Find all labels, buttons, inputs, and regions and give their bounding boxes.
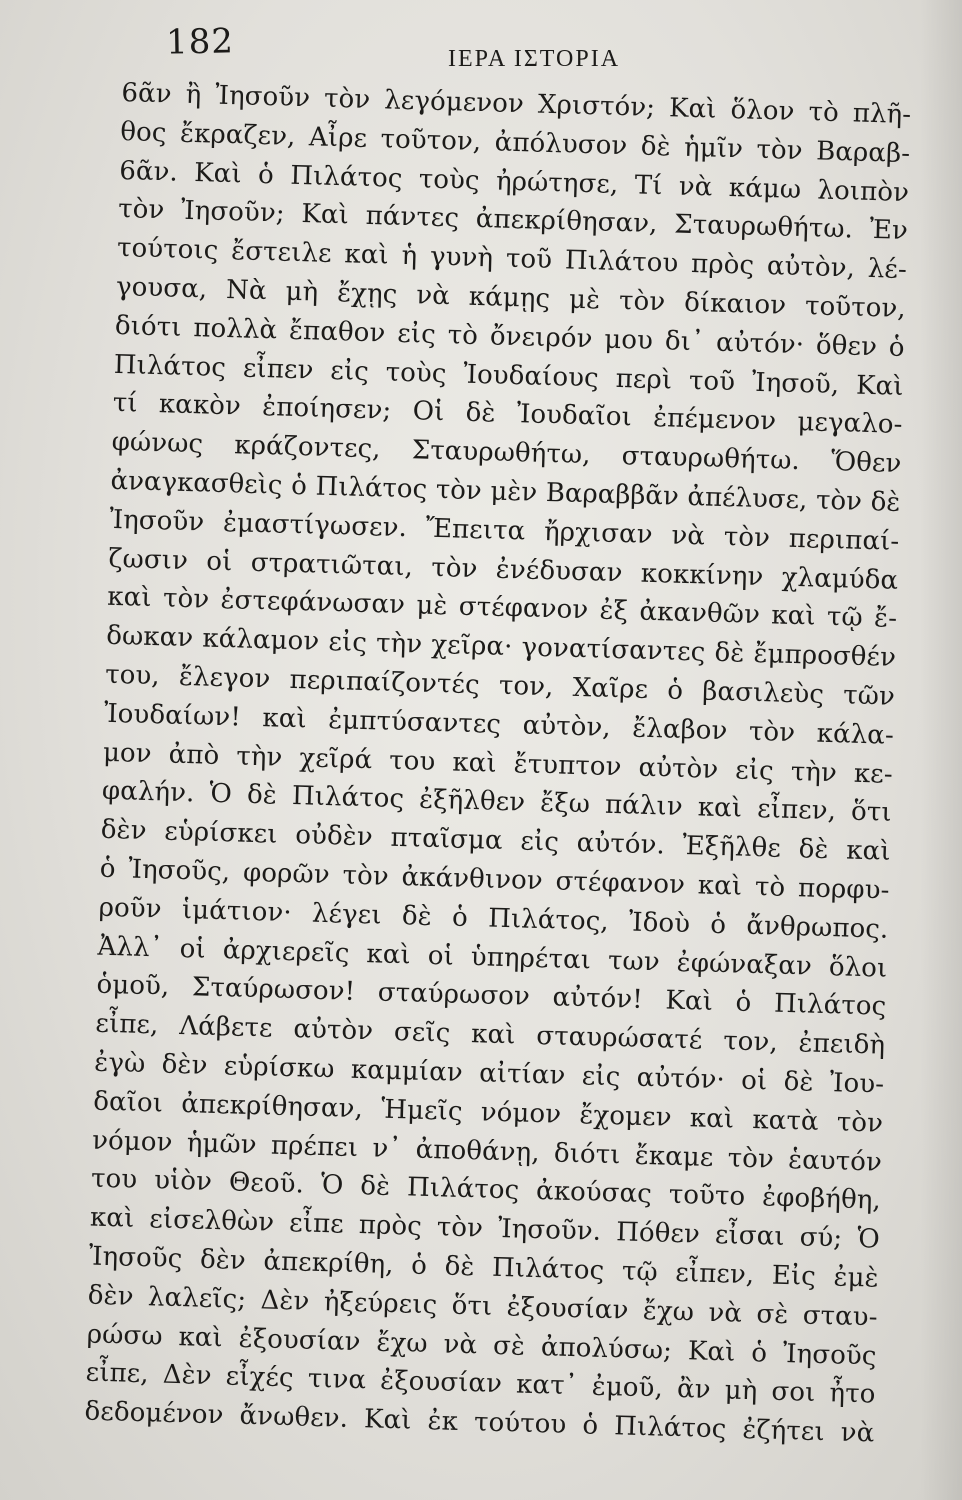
text-line: δαῖοι ἀπεκρίθησαν, Ἡμεῖς νόμον ἔχομεν καὶ κατὰ τὸν xyxy=(92,1086,884,1139)
text-line: Ἰησοῦς δὲν ἀπεκρίθη, ὁ δὲ Πιλάτος τῷ εἶπεν, Εἰς ἐμὲ xyxy=(88,1241,880,1294)
text-line: τί κακὸν ἐποίησεν; Οἱ δὲ Ἰουδαῖοι ἐπέμενον μεγαλο- xyxy=(112,388,903,441)
text-line: διότι πολλὰ ἔπαθον εἰς τὸ ὄνειρόν μου δι᾿ αὐτόν· ὅθεν ὁ xyxy=(114,310,906,363)
text-line: Πιλάτος εἶπεν εἰς τοὺς Ἰουδαίους περὶ τοῦ Ἰησοῦ, Καὶ xyxy=(113,349,904,402)
text-line: 6ᾶν. Καὶ ὁ Πιλάτος τοὺς ἠρώτησε, Τί νὰ κάμω λοιπὸν xyxy=(118,155,910,208)
text-line: νόμον ἡμῶν πρέπει ν᾿ ἀποθάνῃ, διότι ἔκαμε τὸν ἑαυτόν xyxy=(91,1125,883,1178)
text-line: φώνως κράζοντες, Σταυρωθήτω, σταυρωθήτω. Ὅθεν xyxy=(111,427,902,480)
page-edge-shadow xyxy=(920,0,962,1500)
text-line: τούτοις ἔστειλε καὶ ἡ γυνὴ τοῦ Πιλάτου πρὸς αὐτὸν, λέ- xyxy=(116,233,908,286)
text-line: μον ἀπὸ τὴν χεῖρά του καὶ ἔτυπτον αὐτὸν εἰς τὴν κε- xyxy=(102,737,894,790)
text-line: Ἰησοῦν ἐμαστίγωσεν. Ἔπειτα ἤρχισαν νὰ τὸν περιπαί- xyxy=(109,504,900,557)
text-line: καὶ εἰσελθὼν εἶπε πρὸς τὸν Ἰησοῦν. Πόθεν εἶσαι σύ; Ὁ xyxy=(89,1202,881,1255)
text-line: Ἰουδαίων! καὶ ἐμπτύσαντες αὐτὸν, ἔλαβον τὸν κάλα- xyxy=(103,698,895,751)
text-line: δεδομένον ἄνωθεν. Καὶ ἐκ τούτου ὁ Πιλάτος ἐζήτει νὰ xyxy=(84,1396,875,1449)
text-line: ὁμοῦ, Σταύρωσον! σταύρωσον αὐτόν! Καὶ ὁ Πιλάτος xyxy=(96,969,887,1023)
text-line: ρώσω καὶ ἐξουσίαν ἔχω νὰ σὲ ἀπολύσω; Καὶ ὁ Ἰησοῦς xyxy=(86,1319,877,1372)
text-line: καὶ τὸν ἐστεφάνωσαν μὲ στέφανον ἐξ ἀκανθῶν καὶ τῷ ἔ- xyxy=(106,582,898,635)
text-line: ἀναγκασθεὶς ὁ Πιλάτος τὸν μὲν Βαραββᾶν ἀπέλυσε, τὸν δὲ xyxy=(110,465,901,518)
text-line: του υἱὸν Θεοῦ. Ὁ δὲ Πιλάτος ἀκούσας τοῦτο ἐφοβήθη, xyxy=(90,1163,882,1216)
text-line: θος ἔκραζεν, Αἶρε τοῦτον, ἀπόλυσον δὲ ἡμῖν τὸν Βαραβ- xyxy=(119,116,911,169)
text-line: 6ᾶν ἢ Ἰησοῦν τὸν λεγόμενον Χριστόν; Καὶ ὅλον τὸ πλῆ- xyxy=(121,77,912,131)
text-line: ὁ Ἰησοῦς, φορῶν τὸν ἀκάνθινον στέφανον καὶ τὸ πορφυ- xyxy=(99,853,890,906)
text-line: ροῦν ἱμάτιον· λέγει δὲ ὁ Πιλάτος, Ἰδοὺ ὁ ἄνθρωπος. xyxy=(98,892,889,945)
page-number: 182 xyxy=(165,21,235,63)
running-head: ΙΕΡΑ ΙΣΤΟΡΙΑ xyxy=(448,46,621,72)
text-line: γουσα, Νὰ μὴ ἔχῃς νὰ κάμῃς μὲ τὸν δίκαιον τοῦτον, xyxy=(115,271,907,324)
text-line: δὲν λαλεῖς; Δὲν ἠξεύρεις ὅτι ἐξουσίαν ἔχω νὰ σὲ σταυ- xyxy=(87,1280,878,1333)
page-header xyxy=(0,22,962,82)
text-line: ζωσιν οἱ στρατιῶται, τὸν ἐνέδυσαν κοκκίνην χλαμύδα xyxy=(108,543,899,596)
text-line: δωκαν κάλαμον εἰς τὴν χεῖρα· γονατίσαντες δὲ ἔμπροσθέν xyxy=(105,620,897,673)
text-line: τὸν Ἰησοῦν; Καὶ πάντες ἀπεκρίθησαν, Σταυρωθήτω. Ἐν xyxy=(117,194,909,247)
text-line: Ἀλλ᾿ οἱ ἀρχιερεῖς καὶ οἱ ὑπηρέται των ἐφώναξαν ὅλοι xyxy=(97,931,888,984)
text-line: του, ἔλεγον περιπαίζοντές τον, Χαῖρε ὁ βασιλεὺς τῶν xyxy=(104,659,896,712)
text-line: εἶπε, Δὲν εἶχές τινα ἐξουσίαν κατ᾿ ἐμοῦ, ἂν μὴ σοι ἦτο xyxy=(85,1357,876,1410)
body-text xyxy=(84,74,912,1453)
text-line: φαλήν. Ὁ δὲ Πιλάτος ἐξῆλθεν ἔξω πάλιν καὶ εἶπεν, ὅτι xyxy=(101,776,893,829)
text-line: ἐγὼ δὲν εὑρίσκω καμμίαν αἰτίαν εἰς αὐτόν· οἱ δὲ Ἰου- xyxy=(93,1047,885,1100)
text-line: εἶπε, Λάβετε αὐτὸν σεῖς καὶ σταυρώσατέ τον, ἐπειδὴ xyxy=(95,1008,886,1061)
text-line: δὲν εὑρίσκει οὐδὲν πταῖσμα εἰς αὐτόν. Ἐξῆλθε δὲ καὶ xyxy=(100,814,891,867)
